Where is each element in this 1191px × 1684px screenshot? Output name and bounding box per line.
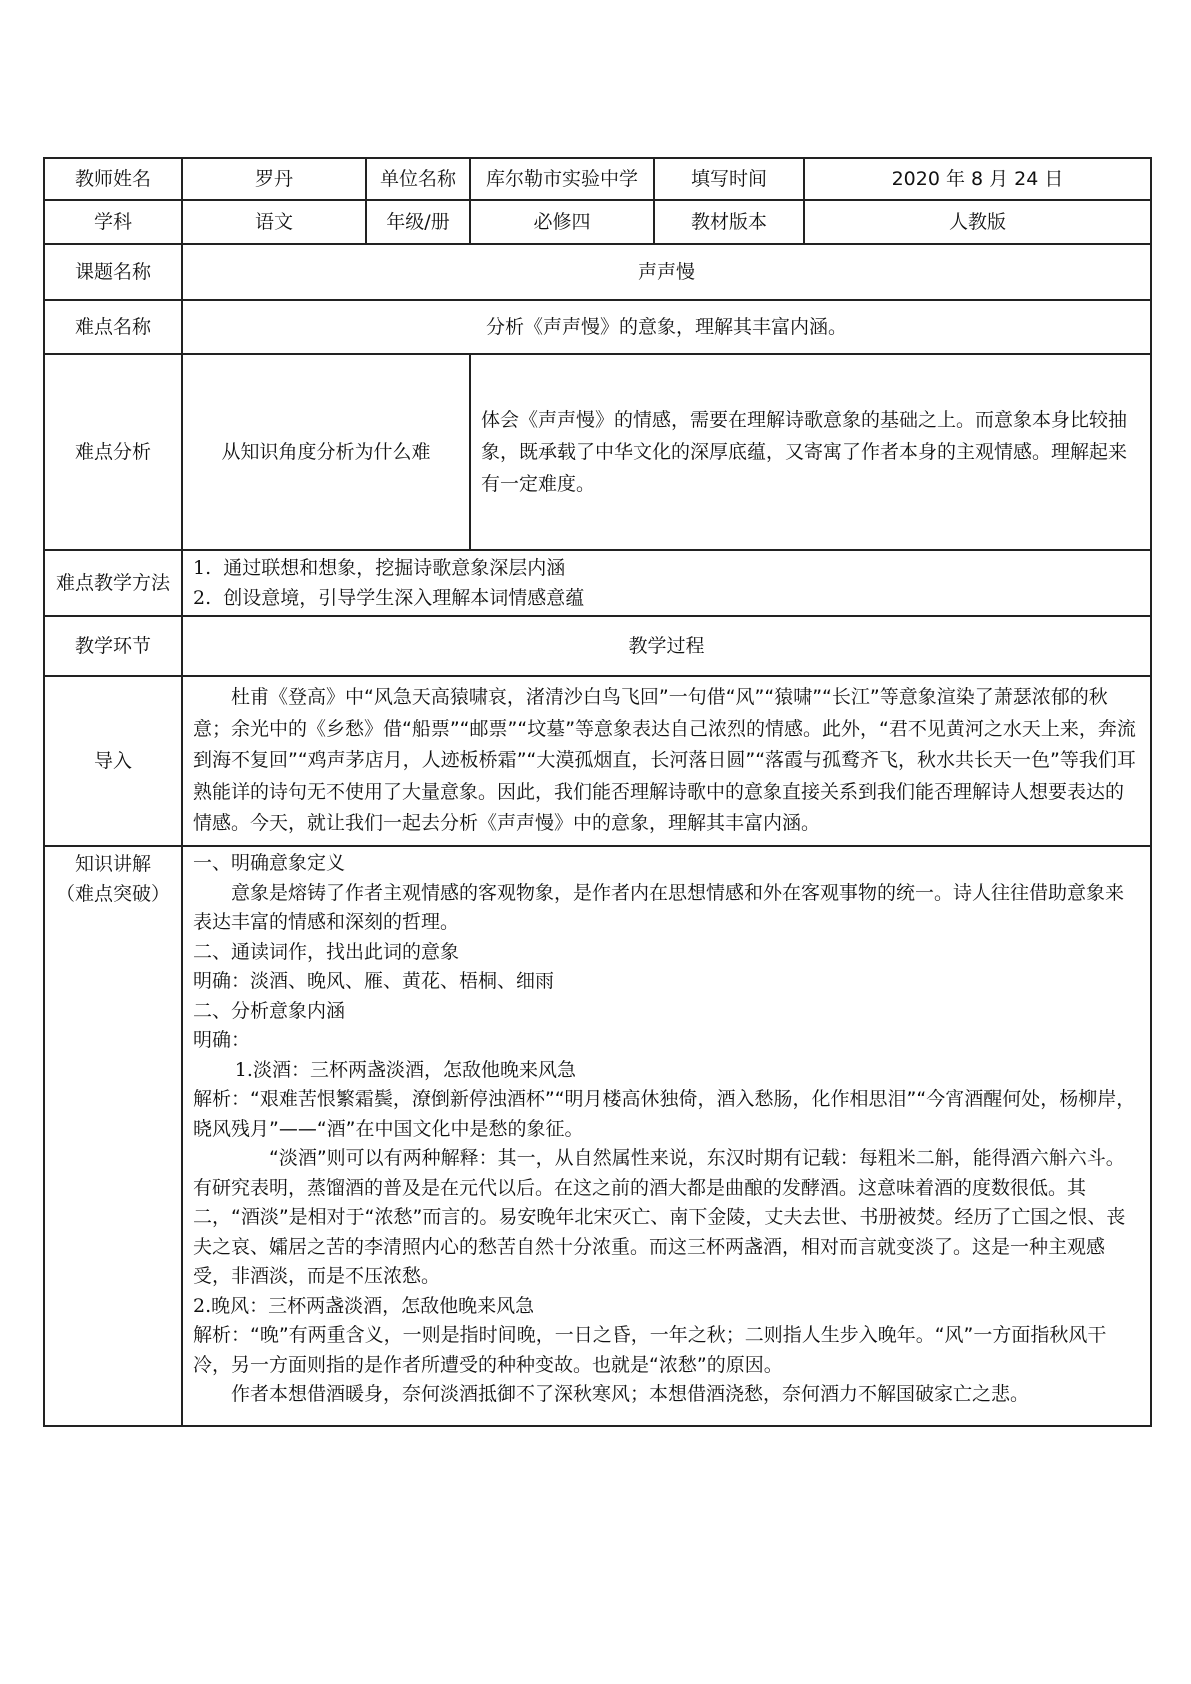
item-2-analysis: 解析：“晚”有两重含义，一则是指时间晚，一日之昏，一年之秋；二则指人生步入晚年。“风”一方面指秋风干冷，另一方面则指的是作者所遭受的种种变故。也就是“浓愁”的原因。 bbox=[193, 1324, 1107, 1376]
process-title: 教学过程 bbox=[182, 616, 1151, 676]
lesson-plan-sheet bbox=[43, 157, 1150, 1427]
textbook-version-label: 教材版本 bbox=[654, 200, 804, 244]
process-header-row bbox=[44, 616, 1151, 676]
intro-row bbox=[44, 676, 1151, 846]
analysis-sublabel: 从知识角度分析为什么难 bbox=[182, 354, 470, 550]
section-1-text: 意象是熔铸了作者主观情感的客观物象，是作者内在思想情感和外在客观事物的统一。诗人往往借助意象来表达丰富的情感和深刻的哲理。 bbox=[193, 881, 1125, 933]
methods-list bbox=[182, 550, 1151, 616]
difficulty-value: 分析《声声慢》的意象，理解其丰富内涵。 bbox=[182, 300, 1151, 354]
process-step-label: 教学环节 bbox=[44, 616, 182, 676]
section-3-ming: 明确： bbox=[193, 1029, 251, 1051]
methods-label: 难点教学方法 bbox=[44, 550, 182, 616]
section-1-title: 一、明确意象定义 bbox=[193, 852, 346, 874]
teacher-name-value: 罗丹 bbox=[182, 158, 366, 200]
item-1-paragraph: “淡酒”则可以有两种解释：其一，从自然属性来说，东汉时期有记载：每粗米二斛，能得酒六斛六斗。有研究表明，蒸馏酒的普及是在元代以后。在这之前的酒大都是曲酿的发酵酒。这意味着酒的度数很低。其二，“酒淡”是相对于“浓愁”而言的。易安晚年北宋灭亡、南下金陵，丈夫去世、书册被焚。经历了亡国之恨、丧夫之哀、孀居之苦的李清照内心的愁苦自然十分浓重。而这三杯两盏酒，相对而言就变淡了。这是一种主观感受，非酒淡，而是不压浓愁。 bbox=[193, 1147, 1126, 1287]
subject-value: 语文 bbox=[182, 200, 366, 244]
section-2-text: 明确：淡酒、晚风、雁、黄花、梧桐、细雨 bbox=[193, 970, 555, 992]
header-row-2 bbox=[44, 200, 1151, 244]
subject-label: 学科 bbox=[44, 200, 182, 244]
section-3-title: 二、分析意象内涵 bbox=[193, 999, 346, 1022]
knowledge-label-cell bbox=[44, 846, 182, 1426]
grade-label: 年级/册 bbox=[366, 200, 470, 244]
unit-name-label: 单位名称 bbox=[366, 158, 470, 200]
header-row-1 bbox=[44, 158, 1151, 200]
teacher-name-label: 教师姓名 bbox=[44, 158, 182, 200]
topic-label: 课题名称 bbox=[44, 244, 182, 300]
lesson-plan-table bbox=[43, 157, 1152, 1427]
analysis-text: 体会《声声慢》的情感，需要在理解诗歌意象的基础之上。而意象本身比较抽象，既承载了中华文化的深厚底蕴，又寄寓了作者本身的主观情感。理解起来有一定难度。 bbox=[470, 354, 1151, 550]
knowledge-content bbox=[182, 846, 1151, 1426]
fill-time-value: 2020 年 8 月 24 日 bbox=[804, 158, 1151, 200]
difficulty-row bbox=[44, 300, 1151, 354]
difficulty-label: 难点名称 bbox=[44, 300, 182, 354]
method-item: 2. 创设意境，引导学生深入理解本词情感意蕴 bbox=[193, 587, 585, 609]
grade-value: 必修四 bbox=[470, 200, 654, 244]
fill-time-label: 填写时间 bbox=[654, 158, 804, 200]
intro-step-label: 导入 bbox=[44, 676, 182, 846]
section-2-title: 二、通读词作，找出此词的意象 bbox=[193, 940, 460, 963]
item-2-paragraph: 作者本想借酒暖身，奈何淡酒抵御不了深秋寒风；本想借酒浇愁，奈何酒力不解国破家亡之悲。 bbox=[231, 1383, 1030, 1405]
method-item: 1. 通过联想和想象，挖掘诗歌意象深层内涵 bbox=[193, 557, 566, 579]
methods-row bbox=[44, 550, 1151, 616]
analysis-label: 难点分析 bbox=[44, 354, 182, 550]
textbook-version-value: 人教版 bbox=[804, 200, 1151, 244]
intro-text: 杜甫《登高》中“风急天高猿啸哀，渚清沙白鸟飞回”一句借“风”“猿啸”“长江”等意象渲染了萧瑟浓郁的秋意；余光中的《乡愁》借“船票”“邮票”“坟墓”等意象表达自己浓烈的情感。此外，“君不见黄河之水天上来，奔流到海不复回”“鸡声茅店月，人迹板桥霜”“大漠孤烟直，长河落日圆”“落霞与孤鹜齐飞，秋水共长天一色”等我们耳熟能详的诗句无不使用了大量意象。因此，我们能否理解诗歌中的意象直接关系到我们能否理解诗人想要表达的情感。今天，就让我们一起去分析《声声慢》中的意象，理解其丰富内涵。 bbox=[193, 686, 1136, 835]
unit-name-value: 库尔勒市实验中学 bbox=[470, 158, 654, 200]
topic-row bbox=[44, 244, 1151, 300]
item-2-title: 2.晚风：三杯两盏淡酒，怎敌他晚来风急 bbox=[193, 1294, 535, 1317]
item-1-title: 1.淡酒：三杯两盏淡酒，怎敌他晚来风急 bbox=[234, 1058, 576, 1081]
knowledge-label: 知识讲解 bbox=[74, 853, 151, 875]
knowledge-sublabel: （难点突破） bbox=[55, 883, 170, 905]
item-1-analysis: 解析：“艰难苦恨繁霜鬓，潦倒新停浊酒杯”“明月楼高休独倚，酒入愁肠，化作相思泪”“今宵酒醒何处，杨柳岸，晓风残月”——“酒”在中国文化中是愁的象征。 bbox=[193, 1088, 1136, 1140]
knowledge-row bbox=[44, 846, 1151, 1426]
topic-value: 声声慢 bbox=[182, 244, 1151, 300]
analysis-row bbox=[44, 354, 1151, 550]
intro-cell bbox=[182, 676, 1151, 846]
